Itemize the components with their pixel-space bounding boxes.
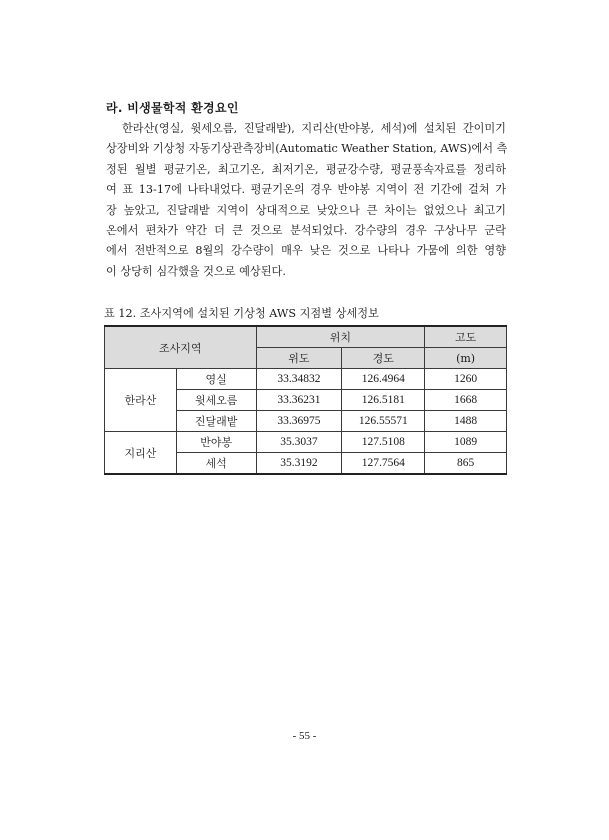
altitude-cell: 865 xyxy=(425,453,507,475)
section-heading: 라. 비생물학적 환경요인 xyxy=(106,101,239,115)
altitude-cell: 1260 xyxy=(425,369,507,390)
table-row xyxy=(105,369,507,390)
paragraph-line: 온에서 편차가 약간 더 큰 것으로 분석되었다. 강수량의 경우 구상나무 군락 xyxy=(106,224,506,238)
header-region: 조사지역 xyxy=(105,326,257,369)
paragraph-line: 정된 월별 평균기온, 최고기온, 최저기온, 평균강수량, 평균풍속자료를 정리하 xyxy=(106,162,506,176)
site-name-cell: 윗세오름 xyxy=(176,390,256,411)
longitude-cell: 126.55571 xyxy=(342,411,425,432)
latitude-cell: 35.3037 xyxy=(256,432,342,453)
table-caption: 표 12. 조사지역에 설치된 기상청 AWS 지점별 상세정보 xyxy=(104,307,379,320)
paragraph-line: 장 높았고, 진달래밭 지역이 상대적으로 낮았으나 큰 차이는 없었으나 최고기 xyxy=(106,203,506,217)
paragraph-line: 여 표 13-17에 나타내었다. 평균기온의 경우 반야봉 지역이 전 기간에 걸쳐 가 xyxy=(106,183,506,197)
longitude-cell: 126.5181 xyxy=(342,390,425,411)
altitude-cell: 1488 xyxy=(425,411,507,432)
site-name-cell: 반야봉 xyxy=(176,432,256,453)
header-altitude: 고도 xyxy=(425,326,507,348)
paragraph-line: 한라산(영실, 윗세오름, 진달래밭), 지리산(반야봉, 세석)에 설치된 간이미기 xyxy=(122,122,506,135)
site-name-cell: 영실 xyxy=(176,369,256,390)
latitude-cell: 33.36231 xyxy=(256,390,342,411)
paragraph-line: 에서 전반적으로 8월의 강수량이 매우 낮은 것으로 나타나 가뭄에 의한 영향 xyxy=(106,244,506,258)
paragraph-line: 상장비와 기상청 자동기상관측장비(Automatic Weather Station, AWS)에서 측 xyxy=(106,142,508,156)
header-location: 위치 xyxy=(256,326,425,348)
page-number: - 55 - xyxy=(292,730,317,742)
mountain-cell: 지리산 xyxy=(105,432,177,475)
table-row xyxy=(105,432,507,453)
longitude-cell: 127.5108 xyxy=(342,432,425,453)
aws-station-table xyxy=(104,325,507,475)
latitude-cell: 35.3192 xyxy=(256,453,342,475)
site-name-cell: 진달래밭 xyxy=(176,411,256,432)
altitude-cell: 1668 xyxy=(425,390,507,411)
site-name-cell: 세석 xyxy=(176,453,256,475)
header-altitude-unit: (m) xyxy=(425,348,507,369)
longitude-cell: 126.4964 xyxy=(342,369,425,390)
header-latitude: 위도 xyxy=(256,348,342,369)
header-longitude: 경도 xyxy=(342,348,425,369)
longitude-cell: 127.7564 xyxy=(342,453,425,475)
latitude-cell: 33.36975 xyxy=(256,411,342,432)
altitude-cell: 1089 xyxy=(425,432,507,453)
table-header-row xyxy=(105,326,507,348)
mountain-cell: 한라산 xyxy=(105,369,177,432)
body-paragraph xyxy=(106,119,506,282)
paragraph-line: 이 상당히 심각했을 것으로 예상된다. xyxy=(106,264,286,278)
latitude-cell: 33.34832 xyxy=(256,369,342,390)
